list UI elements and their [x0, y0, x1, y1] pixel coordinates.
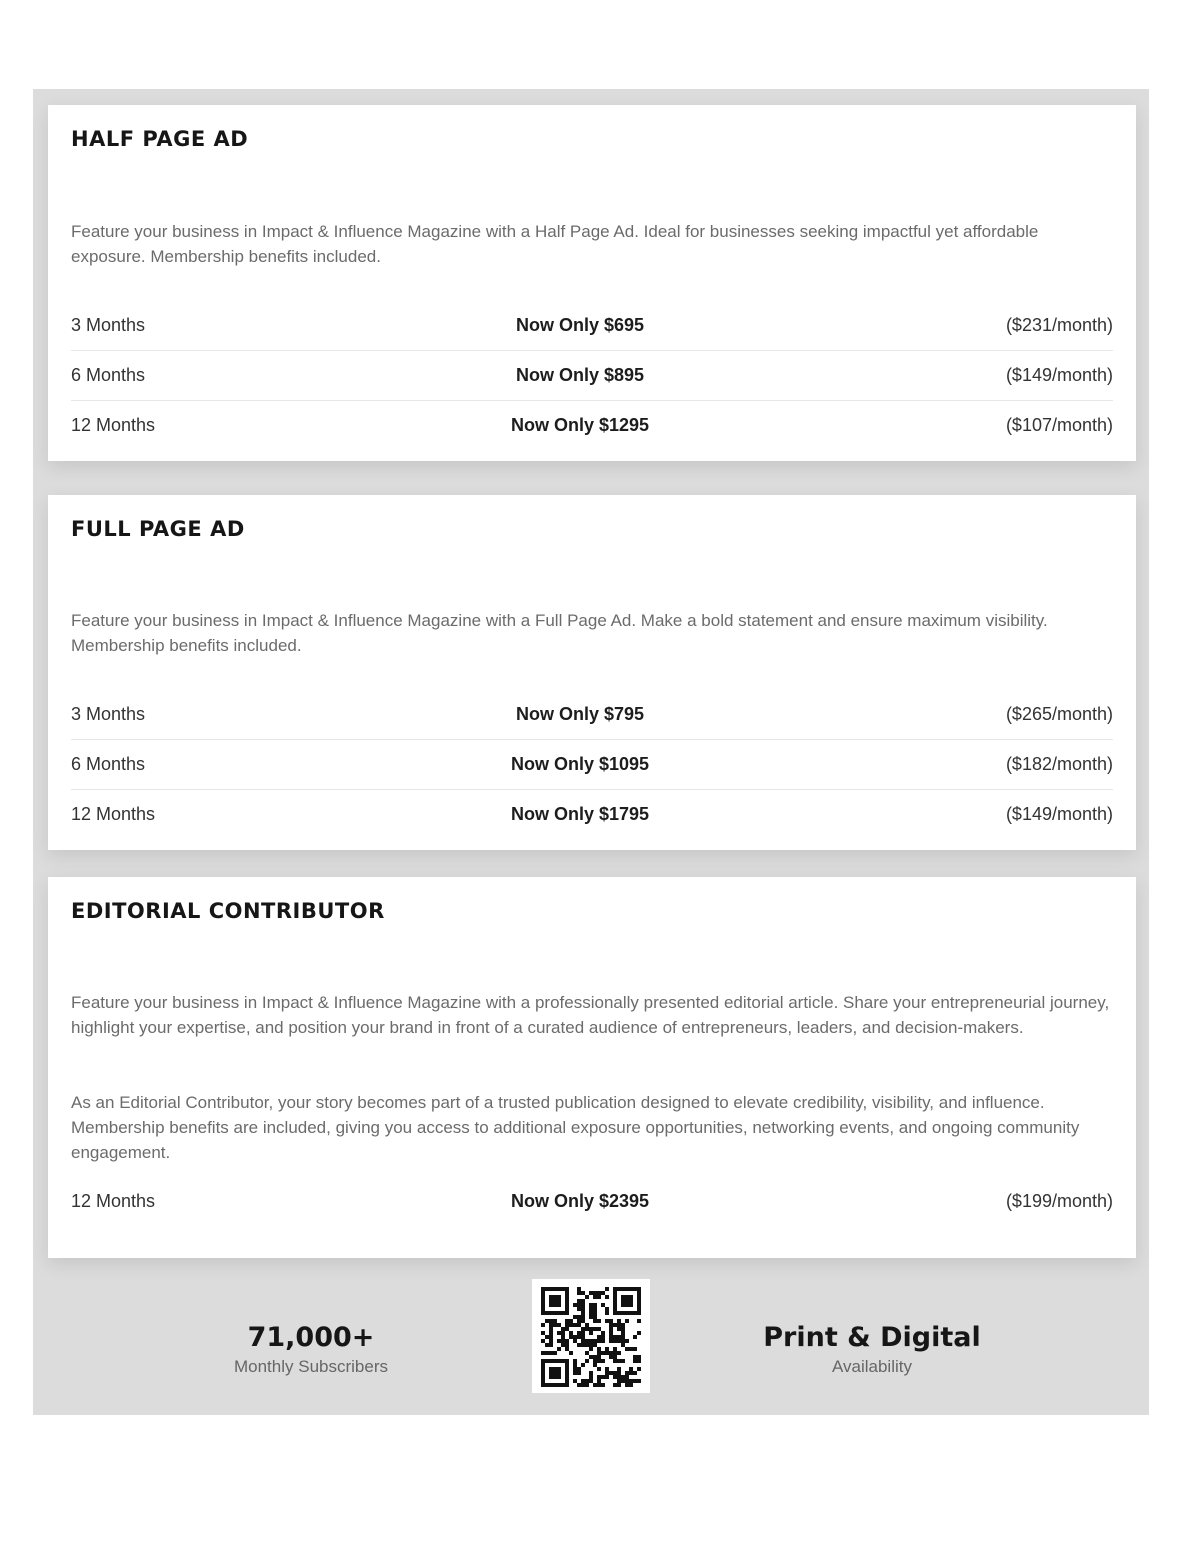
term-label: 3 Months [71, 704, 146, 724]
price-label: Now Only $695 [515, 315, 645, 335]
price-table [71, 301, 1113, 450]
term-label: 12 Months [71, 415, 156, 435]
price-row [71, 690, 1113, 740]
price-label: Now Only $1295 [510, 415, 650, 435]
subscribers-value: 71,000+ [247, 1322, 375, 1353]
price-row [71, 1177, 1113, 1226]
price-row [71, 401, 1113, 450]
card-title: FULL PAGE AD [71, 517, 245, 541]
monthly-price: ($182/month) [1005, 754, 1113, 774]
monthly-price: ($149/month) [1005, 365, 1113, 385]
editorial-contributor-card [48, 877, 1136, 1258]
price-row [71, 790, 1113, 839]
price-label: Now Only $1095 [510, 754, 650, 774]
term-label: 6 Months [71, 754, 146, 774]
half-page-ad-card [48, 105, 1136, 461]
price-table [71, 1177, 1113, 1226]
pricing-panel [33, 89, 1149, 1415]
subscribers-label: Monthly Subscribers [233, 1357, 388, 1376]
price-label: Now Only $795 [515, 704, 645, 724]
term-label: 6 Months [71, 365, 146, 385]
price-label: Now Only $2395 [510, 1191, 650, 1211]
full-page-ad-card [48, 495, 1136, 850]
price-row [71, 740, 1113, 790]
price-label: Now Only $1795 [510, 804, 650, 824]
term-label: 12 Months [71, 1191, 156, 1211]
availability-label: Availability [831, 1357, 912, 1376]
term-label: 3 Months [71, 315, 146, 335]
price-row [71, 301, 1113, 351]
term-label: 12 Months [71, 804, 156, 824]
card-description: Feature your business in Impact & Influence Magazine with a professionally presented editorial article. Share your entrepreneurial journey, highlight your expertise, and position your brand in front of a curated audience of entrepreneurs, leaders, and decision-makers. [71, 993, 1110, 1037]
monthly-price: ($231/month) [1005, 315, 1113, 335]
card-description: Feature your business in Impact & Influence Magazine with a Half Page Ad. Ideal for businesses seeking impactful yet affordable exposure. Membership benefits included. [71, 222, 1039, 266]
availability-stat [747, 1321, 997, 1379]
stats-bar [33, 1279, 1149, 1395]
subscribers-stat [211, 1321, 411, 1379]
monthly-price: ($107/month) [1005, 415, 1113, 435]
price-table [71, 690, 1113, 839]
availability-value: Print & Digital [763, 1322, 981, 1353]
card-description: Feature your business in Impact & Influence Magazine with a Full Page Ad. Make a bold statement and ensure maximum visibility. Membership benefits included. [71, 611, 1048, 655]
card-title: HALF PAGE AD [71, 127, 249, 151]
price-row [71, 351, 1113, 401]
card-title: EDITORIAL CONTRIBUTOR [71, 899, 385, 923]
price-label: Now Only $895 [515, 365, 645, 385]
monthly-price: ($199/month) [1005, 1191, 1113, 1211]
qr-code-icon[interactable] [532, 1279, 650, 1393]
card-description: As an Editorial Contributor, your story becomes part of a trusted publication designed to elevate credibility, visibility, and influence. Membership benefits are included, giving you access to additional exposure opportunities, networking events, and ongoing community engagement. [71, 1093, 1080, 1162]
monthly-price: ($149/month) [1005, 804, 1113, 824]
monthly-price: ($265/month) [1005, 704, 1113, 724]
